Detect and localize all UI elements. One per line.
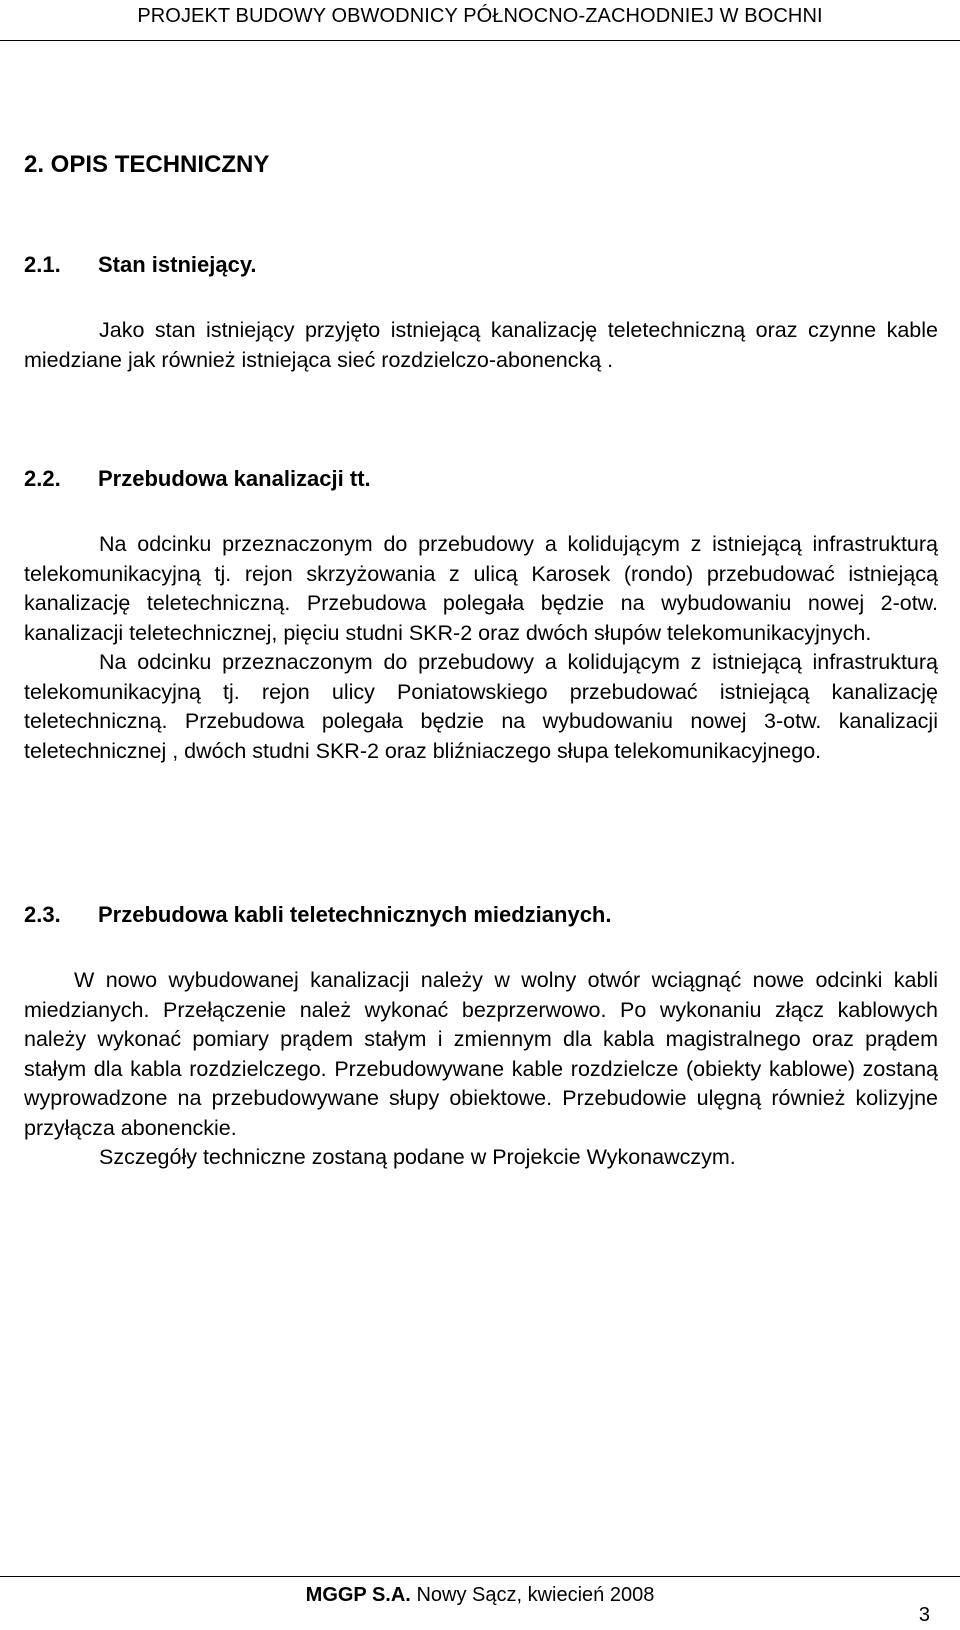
section-2-3-body [24,966,938,1173]
page-footer [0,1584,960,1607]
page-number: 3 [918,1604,930,1626]
header-title: PROJEKT BUDOWY OBWODNICY PÓŁNOCNO-ZACHODNIEJ W BOCHNI [137,5,823,27]
section-2-1-body [24,316,938,375]
section-number: 2.2. [24,466,61,491]
paragraph: Jako stan istniejący przyjęto istniejącą kanalizację teletechniczną oraz czynne kable miedziane jak również istniejąca sieć rozdzielczo-abonencką . [24,318,938,372]
section-title: Przebudowa kabli teletechnicznych miedzianych. [98,902,612,927]
paragraph: Na odcinku przeznaczonym do przebudowy a kolidującym z istniejącą infrastrukturą telekomunikacyjną tj. rejon ulicy Poniatowskiego przebudować istniejącą kanalizację teletechniczną. Przebudowa polegała będzie na wybudowaniu nowej 3-otw. kanalizacji teletechnicznej , dwóch studni SKR-2 oraz bliźniaczego słupa telekomunikacyjnego. [24,650,938,763]
footer-divider [0,1576,960,1577]
section-number: 2.1. [24,252,61,277]
section-title: Przebudowa kanalizacji tt. [98,466,371,491]
paragraph: Na odcinku przeznaczonym do przebudowy a kolidującym z istniejącą infrastrukturą telekomunikacyjną tj. rejon skrzyżowania z ulicą Karosek (rondo) przebudować istniejącą kanalizację teletechniczną. Przebudowa polegała będzie na wybudowaniu nowej 2-otw. kanalizacji teletechnicznej, pięciu studni SKR-2 oraz dwóch słupów telekomunikacyjnych. [24,532,938,645]
main-heading: 2. OPIS TECHNICZNY [24,151,270,178]
section-2-2-body [24,530,938,766]
section-2-2-heading [24,466,371,492]
footer-company: MGGP S.A. [305,1584,411,1606]
paragraph: Szczegóły techniczne zostaną podane w Projekcie Wykonawczym. [99,1145,736,1169]
paragraph: W nowo wybudowanej kanalizacji należy w wolny otwór wciągnąć nowe odcinki kabli miedzianych. Przełączenie należ wykonać bezprzerwowo. Po wykonaniu złącz kablowych należy wykonać pomiary prądem stałym i zmiennym dla kabla magistralnego oraz prądem stałym dla kabla rozdzielczego. Przebudowywane kable rozdzielcze (obiekty kablowe) zostaną wyprowadzone na przebudowywane słupy obiektowe. Przebudowie ulęgną również kolizyjne przyłącza abonenckie. [24,968,938,1140]
header-divider [0,40,960,41]
footer-place-date: Nowy Sącz, kwiecień 2008 [416,1584,655,1606]
section-number: 2.3. [24,902,61,927]
section-2-1-heading [24,252,257,278]
section-2-3-heading [24,902,611,928]
section-title: Stan istniejący. [98,252,257,277]
page-header [0,0,960,42]
